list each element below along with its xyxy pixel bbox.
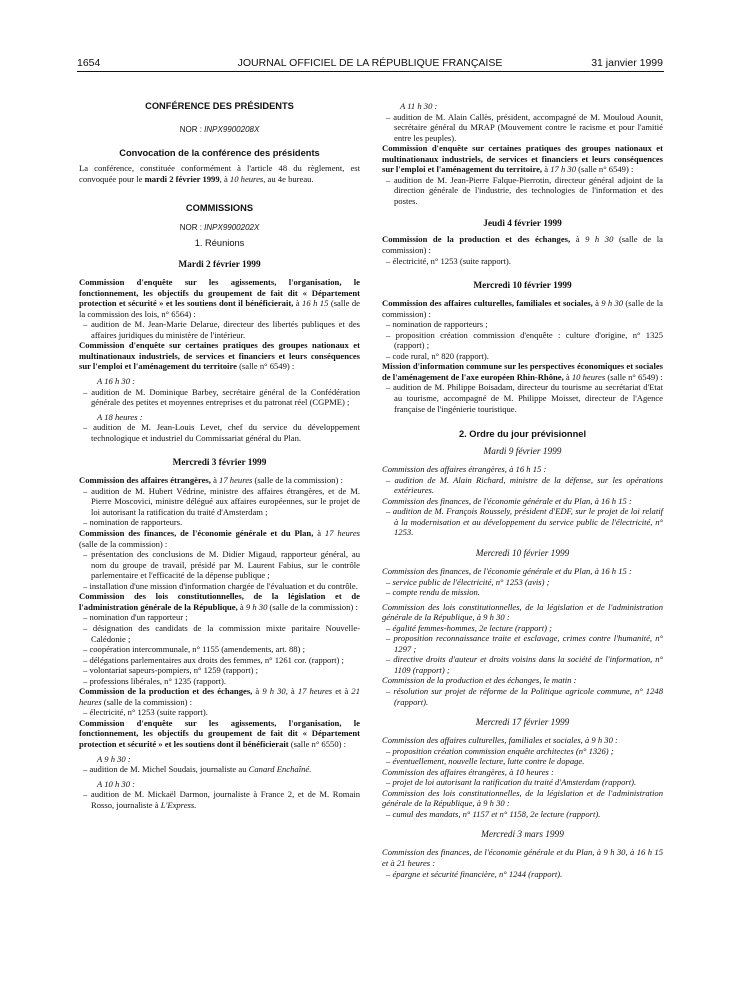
section-title-commissions: COMMISSIONS [185, 203, 254, 214]
time-slot: A 10 h 30 : [97, 778, 136, 789]
header-rule [77, 71, 664, 72]
date-heading: Mercredi 10 février 1999 [473, 281, 572, 292]
date-heading: Mardi 9 février 1999 [483, 447, 562, 458]
agenda-item: – épargne et sécurité financière, n° 1244 (rapport). [386, 868, 563, 879]
agenda-item: – proposition création commission d'enquête : culture d'origine, n° 1325 (rapport) ; [386, 329, 663, 351]
commission-entry: Commission des lois constitutionnelles, de la législation et de l'administration générale de la République, à 9 h 30 : [382, 787, 663, 809]
commission-entry: Commission des finances, de l'économie générale et du Plan, à 16 h 15 : [382, 565, 632, 576]
commission-entry: Mission d'information commune sur les perspectives économiques et sociales de l'aménagement de l'axe européen Rhin-Rhône, à 10 heures (salle n° 6549) : [382, 361, 663, 382]
agenda-item: – volontariat sapeurs-pompiers, n° 1259 (rapport) ; [83, 665, 259, 676]
commission-entry: Commission des finances, de l'économie générale et du Plan, à 17 heures (salle de la commission) : [79, 528, 360, 549]
commission-entry: Commission des affaires culturelles, familiales et sociales, à 9 h 30 : [382, 735, 618, 746]
commission-entry: Commission d'enquête sur certaines pratiques des groupes nationaux et multinationaux industriels, de services et financiers et leurs conséquences sur l'emploi et l'aménagement du territoire, à 17 h 30 (salle n° 6549) : [382, 143, 663, 175]
date-heading: Mercredi 17 février 1999 [475, 718, 570, 729]
commission-entry: Commission d'enquête sur certaines pratiques des groupes nationaux et multinationaux industriels, de services et financiers et leurs conséquences sur l'emploi et l'aménagement du territoire (salle n° 6549) : [79, 340, 360, 372]
agenda-item: – audition de M. Alain Richard, ministre de la défense, sur les opérations extérieures. [386, 474, 663, 496]
agenda-item: – nomination de rapporteurs ; [386, 319, 488, 330]
agenda-item: – audition de M. Jean-Pierre Falque-Pierrotin, directeur général adjoint de la direction générale de l'industrie, des technologies de l'information et des postes. [386, 174, 663, 206]
agenda-item: – compte rendu de mission. [386, 587, 480, 598]
date-heading: Mercredi 10 février 1999 [475, 548, 570, 559]
commission-entry: Commission d'enquête sur les agissements, l'organisation, le fonctionnement, les objectifs du groupement de fait dit « Département protection et sécurité » et les soutiens dont il bénéficierait, à 16 h 15 (salle de la commission des lois, n° 6564) : [79, 277, 360, 319]
agenda-item: – audition de M. Hubert Védrine, ministre des affaires étrangères, et de M. Pierre Moscovici, ministre délégué aux affaires européennes, sur le projet de loi autorisant la ratification du traité d'Amsterdam ; [83, 485, 360, 517]
left-column [79, 100, 360, 810]
commission-entry: Commission des lois constitutionnelles, de la législation et de l'administration générale de la République, à 9 h 30 (salle de la commission) : [79, 591, 360, 612]
agenda-item: – audition de M. François Roussely, président d'EDF, sur le projet de loi relatif à la modernisation et au développement du service public de l'électricité, n° 1253. [386, 506, 663, 538]
page-header [77, 57, 663, 71]
commission-entry: Commission des affaires étrangères, à 16 h 15 : [382, 464, 547, 475]
subsection-title-ordre-du-jour: 2. Ordre du jour prévisionnel [458, 429, 587, 440]
agenda-item: – coopération intercommunale, n° 1155 (amendements, art. 88) ; [83, 644, 305, 655]
commission-entry: Commission de la production et des échanges, le matin : [382, 675, 577, 686]
agenda-item: – professions libérales, n° 1235 (rapport). [83, 675, 227, 686]
commission-entry: Commission des affaires étrangères, à 10 heures : [382, 766, 554, 777]
agenda-item: – présentation des conclusions de M. Didier Migaud, rapporteur général, au nom du groupe de travail, présidé par M. Laurent Fabius, sur le contrôle parlementaire et l'efficacité de la dépense publique ; [83, 549, 360, 581]
time-slot: A 9 h 30 : [97, 753, 131, 764]
agenda-item: – proposition création commission enquête architectes (n° 1326) ; [386, 745, 614, 756]
agenda-item: – nomination de rapporteurs. [83, 517, 183, 528]
time-slot: A 11 h 30 : [400, 101, 438, 111]
agenda-item: – cumul des mandats, n° 1157 et n° 1158, 2e lecture (rapport). [386, 808, 601, 819]
agenda-item: – égalité femmes-hommes, 2e lecture (rapport) ; [386, 622, 553, 633]
right-column [382, 101, 663, 879]
commission-entry: Commission des finances, de l'économie générale et du Plan, à 9 h 30, à 16 h 15 et à 21 heures : [382, 847, 663, 868]
commission-entry: Commission de la production et des échanges, à 9 h 30, à 17 heures et à 21 heures (salle de la commission) : [79, 686, 360, 707]
agenda-item: – audition de M. Philippe Boisadam, directeur du tourisme au secrétariat d'Etat au tourisme, accompagné de M. Philippe Moisset, directeur de l'Agence française de l'ingénierie touristique. [386, 382, 663, 414]
commission-entry: Commission des lois constitutionnelles, de la législation et de l'administration générale de la République, à 9 h 30 : [382, 601, 663, 623]
section-title-conference: CONFÉRENCE DES PRÉSIDENTS [145, 101, 294, 111]
commission-entry: Commission des affaires culturelles, familiales et sociales, à 9 h 30 (salle de la commission) : [382, 298, 663, 319]
agenda-item: – audition de M. Alain Callès, président, accompagné de M. Mouloud Aounit, secrétaire général du MRAP (Mouvement contre le racisme et pour l'amitié entre les peuples). [386, 111, 663, 143]
date-heading: Mardi 2 février 1999 [178, 260, 261, 271]
subsection-title-reunions: 1. Réunions [194, 238, 245, 249]
date-heading: Jeudi 4 février 1999 [483, 219, 562, 230]
agenda-item: – nomination d'un rapporteur ; [83, 612, 188, 623]
agenda-item: – service public de l'électricité, n° 1253 (avis) ; [386, 576, 550, 587]
time-slot: A 18 heures : [97, 411, 143, 422]
agenda-item: – directive droits d'auteur et droits voisins dans la société de l'information, n° 1109 (rapport) ; [386, 654, 663, 675]
commission-entry: Commission d'enquête sur les agissements, l'organisation, le fonctionnement, les objectifs du groupement de fait dit « Département protection et sécurité » et les soutiens dont il bénéficierait (salle n° 6550) : [79, 717, 360, 749]
journal-title: JOURNAL OFFICIEL DE LA RÉPUBLIQUE FRANÇAISE [237, 57, 503, 69]
agenda-item: – électricité, n° 1253 (suite rapport). [386, 255, 511, 266]
agenda-item: – résolution sur projet de réforme de la Politique agricole commune, n° 1248 (rapport). [386, 685, 663, 707]
agenda-item: – code rural, n° 820 (rapport). [386, 350, 489, 361]
page-number: 1654 [77, 57, 101, 69]
agenda-item: – audition de M. Dominique Barbey, secrétaire général de la Confédération générale des petites et moyennes entreprises et du patronat réel (CGPME) ; [83, 386, 360, 408]
agenda-item: – audition de M. Jean-Marie Delarue, directeur des libertés publiques et des affaires juridiques du ministère de l'intérieur. [83, 319, 360, 340]
agenda-item: – audition de M. Michel Soudais, journaliste au Canard Enchaîné. [83, 764, 312, 775]
date-heading: Mercredi 3 février 1999 [172, 458, 267, 469]
agenda-item: – installation d'une mission d'information chargée de l'évaluation et du contrôle. [83, 580, 358, 591]
agenda-item: – délégations parlementaires aux droits des femmes, n° 1261 cor. (rapport) ; [83, 654, 344, 665]
date-heading: Mercredi 3 mars 1999 [481, 830, 564, 841]
nor-reference: NOR : INPX9900208X [179, 125, 260, 134]
agenda-item: – projet de loi autorisant la ratification du traité d'Amsterdam (rapport). [386, 777, 637, 788]
convocation-title: Convocation de la conférence des présidents [119, 148, 320, 158]
agenda-item: – éventuellement, nouvelle lecture, lutte contre le dopage. [386, 756, 585, 767]
issue-date: 31 janvier 1999 [591, 57, 663, 69]
agenda-item: – électricité, n° 1253 (suite rapport). [83, 707, 208, 718]
agenda-item: – audition de M. Jean-Louis Levet, chef du service du développement technologique et industriel du Commissariat général du Plan. [83, 422, 360, 443]
nor-reference: NOR : INPX9900202X [179, 223, 260, 233]
agenda-item: – désignation des candidats de la commission mixte paritaire Nouvelle-Calédonie ; [83, 622, 360, 644]
agenda-item: – audition de M. Mickaël Darmon, journaliste à France 2, et de M. Romain Rosso, journaliste à L'Express. [83, 789, 360, 810]
commission-entry: Commission des affaires étrangères, à 17 heures (salle de la commission) : [79, 475, 343, 486]
agenda-item: – proposition reconnaissance traite et esclavage, crimes contre l'humanité, n° 1297 ; [386, 633, 663, 654]
commission-entry: Commission des finances, de l'économie générale et du Plan, à 16 h 15 : [382, 495, 632, 506]
commission-entry: Commission de la production et des échanges, à 9 h 30 (salle de la commission) : [382, 234, 663, 256]
convocation-text: La conférence, constituée conformément à l'article 48 du règlement, est convoquée pour le mardi 2 février 1999, à 10 heures, au 4e bureau. [79, 163, 360, 184]
time-slot: A 16 h 30 : [97, 376, 136, 387]
